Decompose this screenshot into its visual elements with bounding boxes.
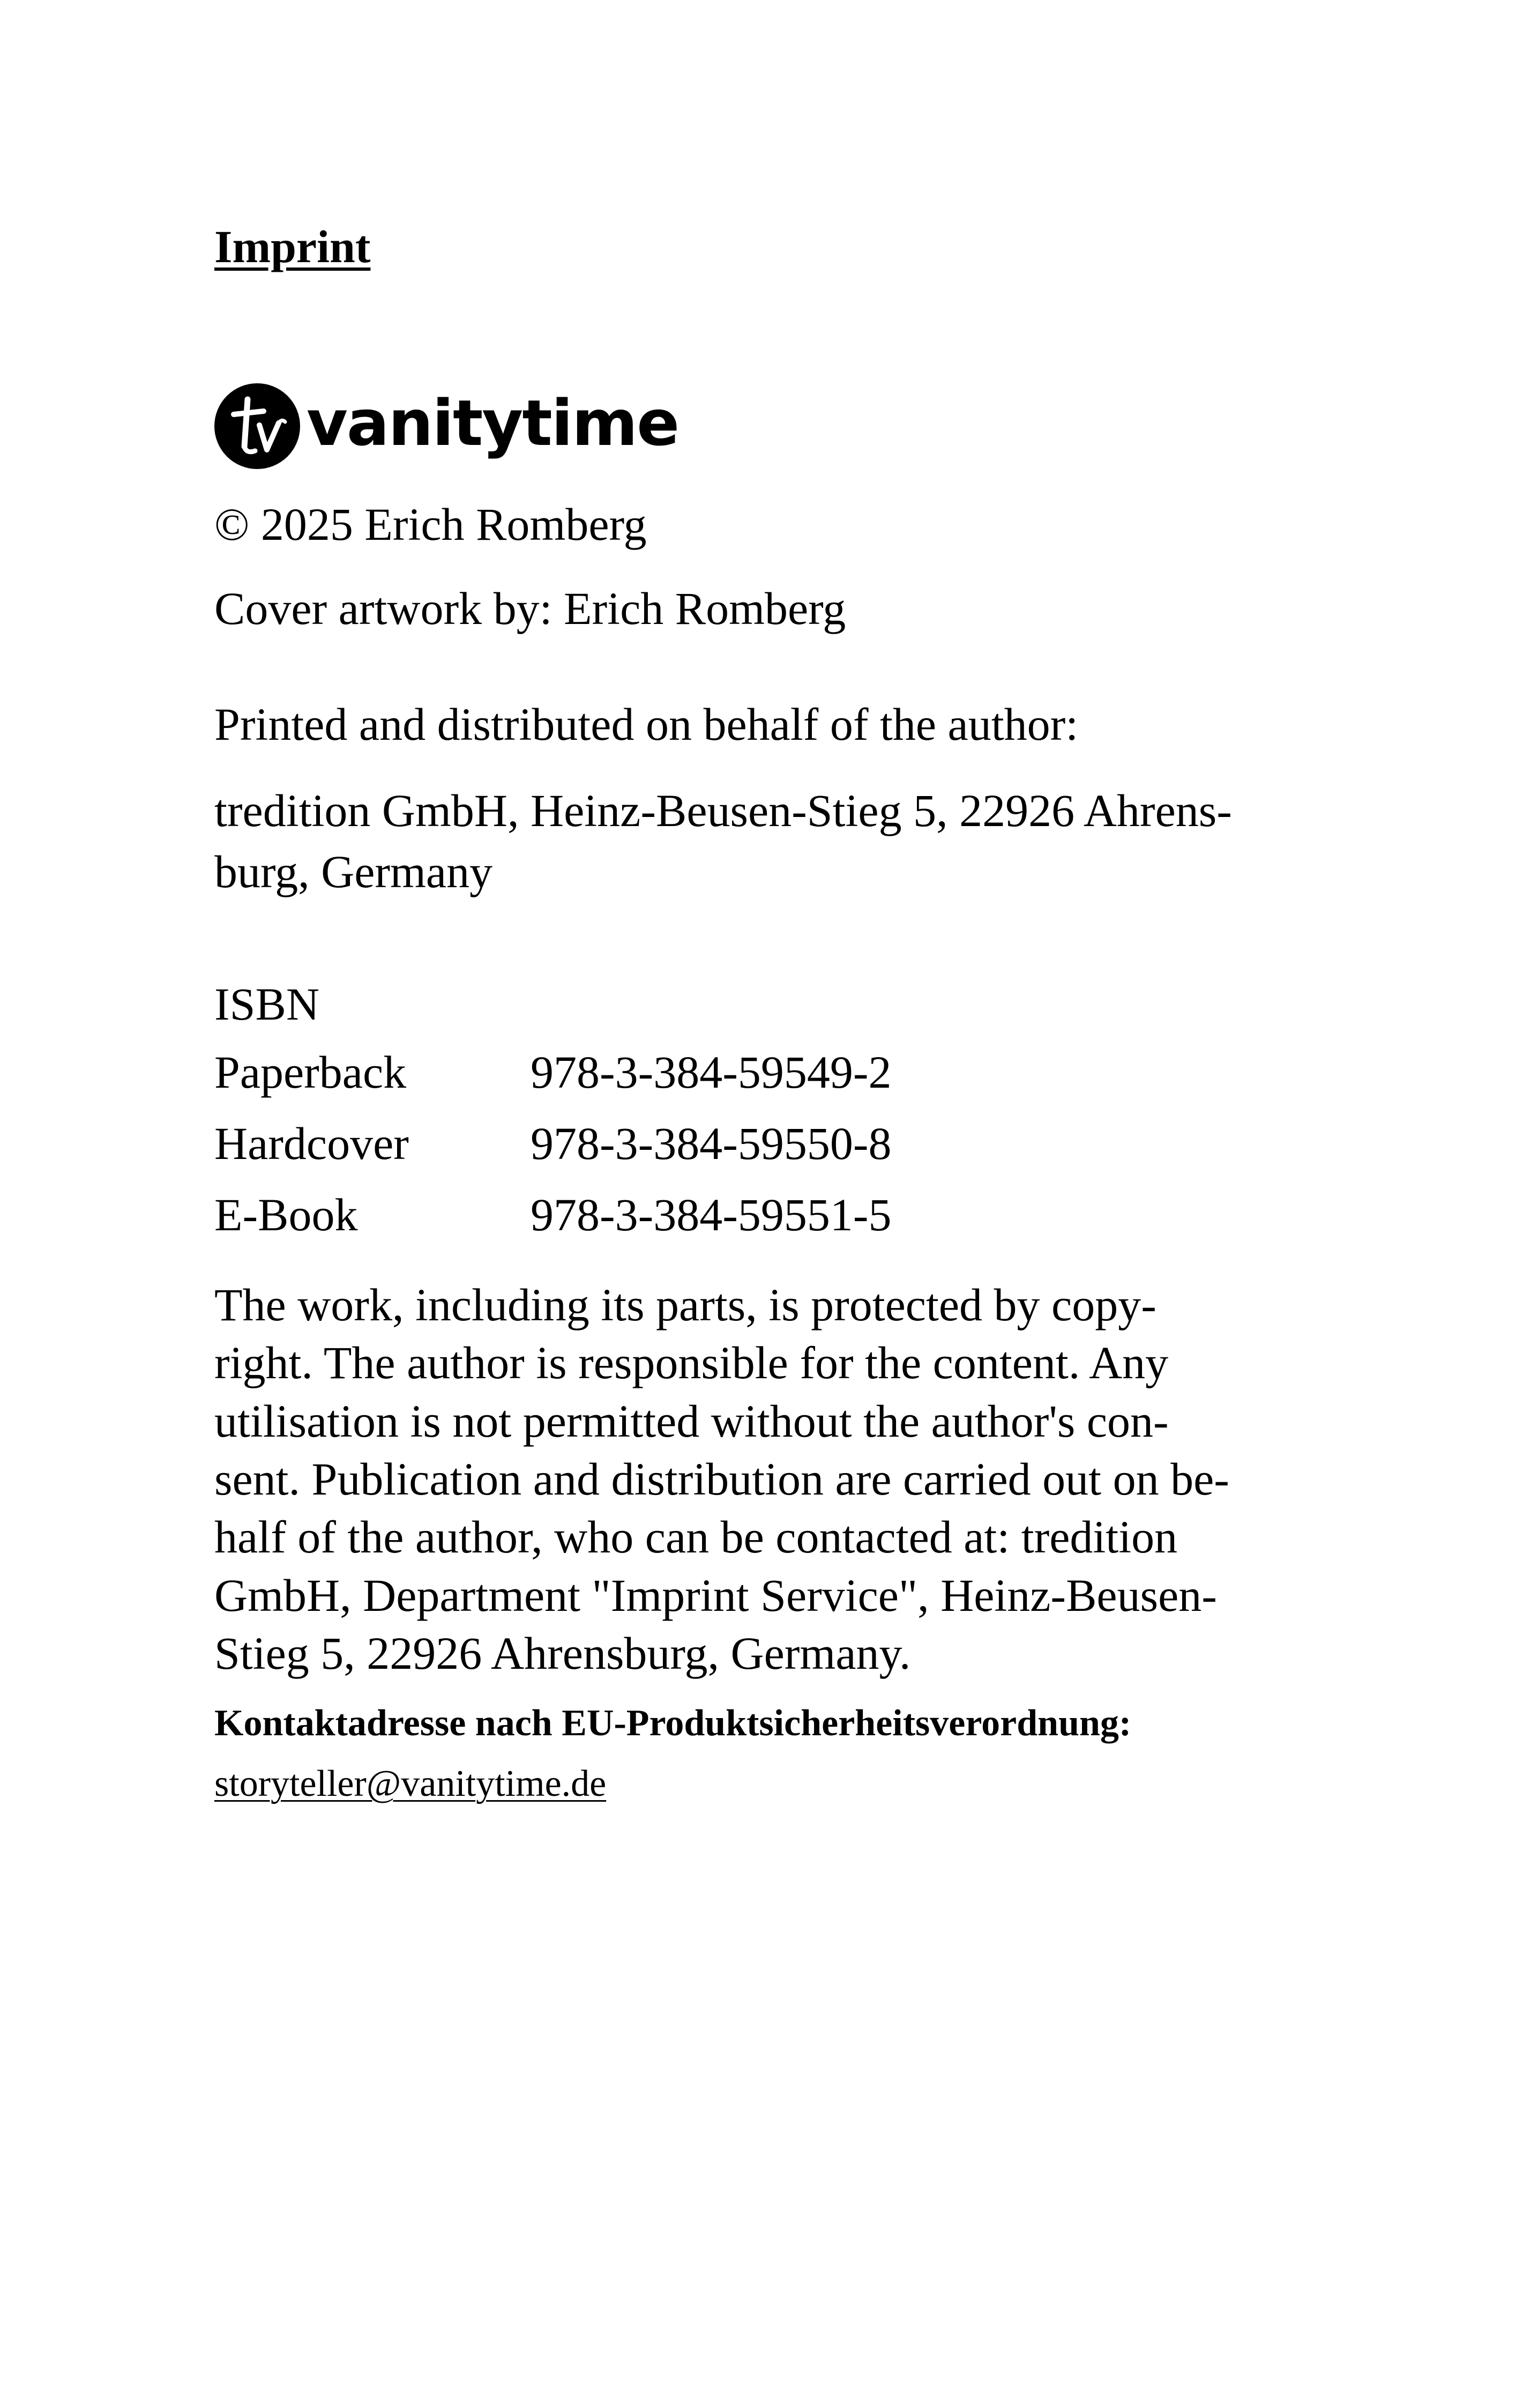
notice-line: Stieg 5, 22926 Ahrensburg, Germany. bbox=[214, 1627, 911, 1679]
isbn-row bbox=[214, 1045, 892, 1117]
publisher-line: tredition GmbH, Heinz-Beusen-Stieg 5, 22926 Ahrens- bbox=[214, 785, 1232, 836]
notice-line: sent. Publication and distribution are carried out on be- bbox=[214, 1453, 1229, 1505]
isbn-row bbox=[214, 1188, 892, 1259]
copyright-line: © 2025 Erich Romberg bbox=[214, 499, 647, 550]
isbn-label: ISBN bbox=[214, 978, 319, 1030]
isbn-table bbox=[214, 1045, 892, 1259]
contact-label: Kontaktadresse nach EU-Produktsicherheitsverordnung: bbox=[214, 1703, 1132, 1744]
printed-label: Printed and distributed on behalf of the author: bbox=[214, 698, 1079, 750]
imprint-heading: Imprint bbox=[214, 221, 371, 272]
isbn-number: 978-3-384-59549-2 bbox=[531, 1046, 892, 1098]
notice-line: The work, including its parts, is protected by copy- bbox=[214, 1279, 1156, 1331]
vanitytime-logo-icon bbox=[214, 383, 300, 469]
publisher-line: burg, Germany bbox=[214, 846, 493, 898]
isbn-format: E-Book bbox=[214, 1189, 358, 1240]
isbn-number: 978-3-384-59551-5 bbox=[531, 1189, 892, 1240]
publisher-address bbox=[214, 780, 1313, 903]
cover-credit: Cover artwork by: Erich Romberg bbox=[214, 583, 846, 634]
contact-email-link[interactable]: storyteller@vanitytime.de bbox=[214, 1763, 607, 1804]
isbn-row bbox=[214, 1117, 892, 1188]
notice-line: utilisation is not permitted without the author's con- bbox=[214, 1395, 1169, 1447]
isbn-number: 978-3-384-59550-8 bbox=[531, 1118, 892, 1169]
notice-line: half of the author, who can be contacted at: tredition bbox=[214, 1511, 1178, 1563]
isbn-format: Paperback bbox=[214, 1046, 407, 1098]
publisher-logo bbox=[214, 381, 678, 472]
logo-wordmark: vanitytime bbox=[307, 386, 679, 460]
copyright-notice bbox=[214, 1276, 1318, 1683]
isbn-format: Hardcover bbox=[214, 1118, 409, 1169]
notice-line: right. The author is responsible for the content. Any bbox=[214, 1337, 1169, 1389]
notice-line: GmbH, Department "Imprint Service", Heinz-Beusen- bbox=[214, 1569, 1217, 1621]
